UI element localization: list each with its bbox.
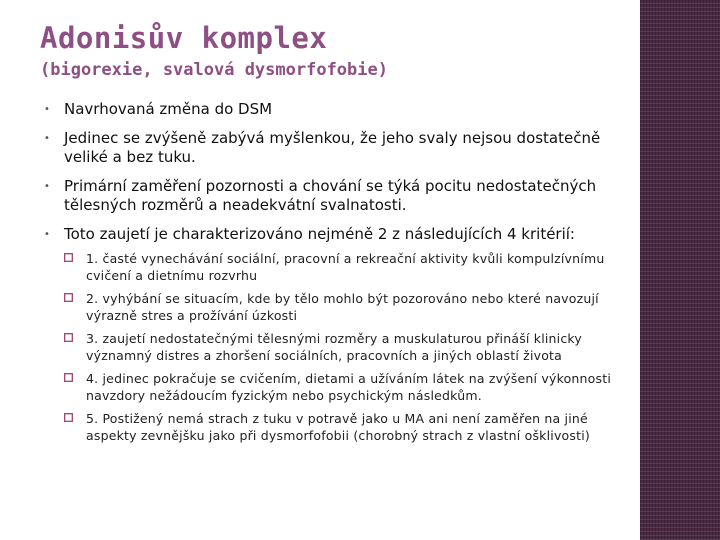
sub-bullet-text: 2. vyhýbání se situacím, kde by tělo mohlo být pozorováno nebo které navozují výrazně stres a prožívání úzkosti [86, 291, 599, 323]
title-block [40, 18, 630, 82]
sub-bullet-text: 4. jedinec pokračuje se cvičením, dietami a užíváním látek na zvýšení výkonnosti navzdory nežádoucím fyzickým nebo psychickým následkům. [86, 371, 611, 403]
decorative-side-panel [640, 0, 720, 540]
bullet-list [44, 100, 634, 444]
sub-bullet-item [64, 370, 634, 404]
sub-bullet-text: 5. Postižený nemá strach z tuku v potravě jako u MA ani není zaměřen na jiné aspekty zevnějšku jako při dysmorfofobii (chorobný strach z vlastní ošklivosti) [86, 411, 590, 443]
bullet-item [44, 129, 634, 167]
sub-bullet-item [64, 330, 634, 364]
small-dot-icon: • [44, 133, 50, 144]
small-dot-icon: • [44, 104, 50, 115]
bullet-item [44, 225, 634, 444]
bullet-item [44, 177, 634, 215]
square-bullet-icon [64, 253, 73, 262]
square-bullet-icon [64, 293, 73, 302]
sub-bullet-list [64, 250, 634, 444]
sub-bullet-text: 1. časté vynechávání sociální, pracovní a rekreační aktivity kvůli kompulzívnímu cvičení a dietnímu rozvrhu [86, 251, 605, 283]
sub-bullet-item [64, 410, 634, 444]
bullet-text: Primární zaměření pozornosti a chování se týká pocitu nedostatečných tělesných rozměrů a neadekvátní svalnatosti. [64, 177, 597, 214]
sub-bullet-item [64, 290, 634, 324]
sub-bullet-item [64, 250, 634, 284]
sub-bullet-text: 3. zaujetí nedostatečnými tělesnými rozměry a muskulaturou přináší klinicky významný distres a zhoršení sociálních, pracovních a jiných oblastí života [86, 331, 583, 363]
bullet-text: Toto zaujetí je charakterizováno nejméně 2 z následujících 4 kritérií: [64, 225, 575, 243]
slide-title: Adonisův komplex [40, 21, 328, 55]
bullet-text: Jedinec se zvýšeně zabývá myšlenkou, že jeho svaly nejsou dostatečně veliké a bez tuku. [64, 129, 601, 166]
slide-content [44, 100, 634, 454]
slide-subtitle: (bigorexie, svalová dysmorfofobie) [40, 60, 388, 80]
square-bullet-icon [64, 413, 73, 422]
square-bullet-icon [64, 373, 73, 382]
square-bullet-icon [64, 333, 73, 342]
small-dot-icon: • [44, 181, 50, 192]
small-dot-icon: • [44, 229, 50, 240]
bullet-item [44, 100, 634, 119]
bullet-text: Navrhovaná změna do DSM [64, 100, 273, 118]
